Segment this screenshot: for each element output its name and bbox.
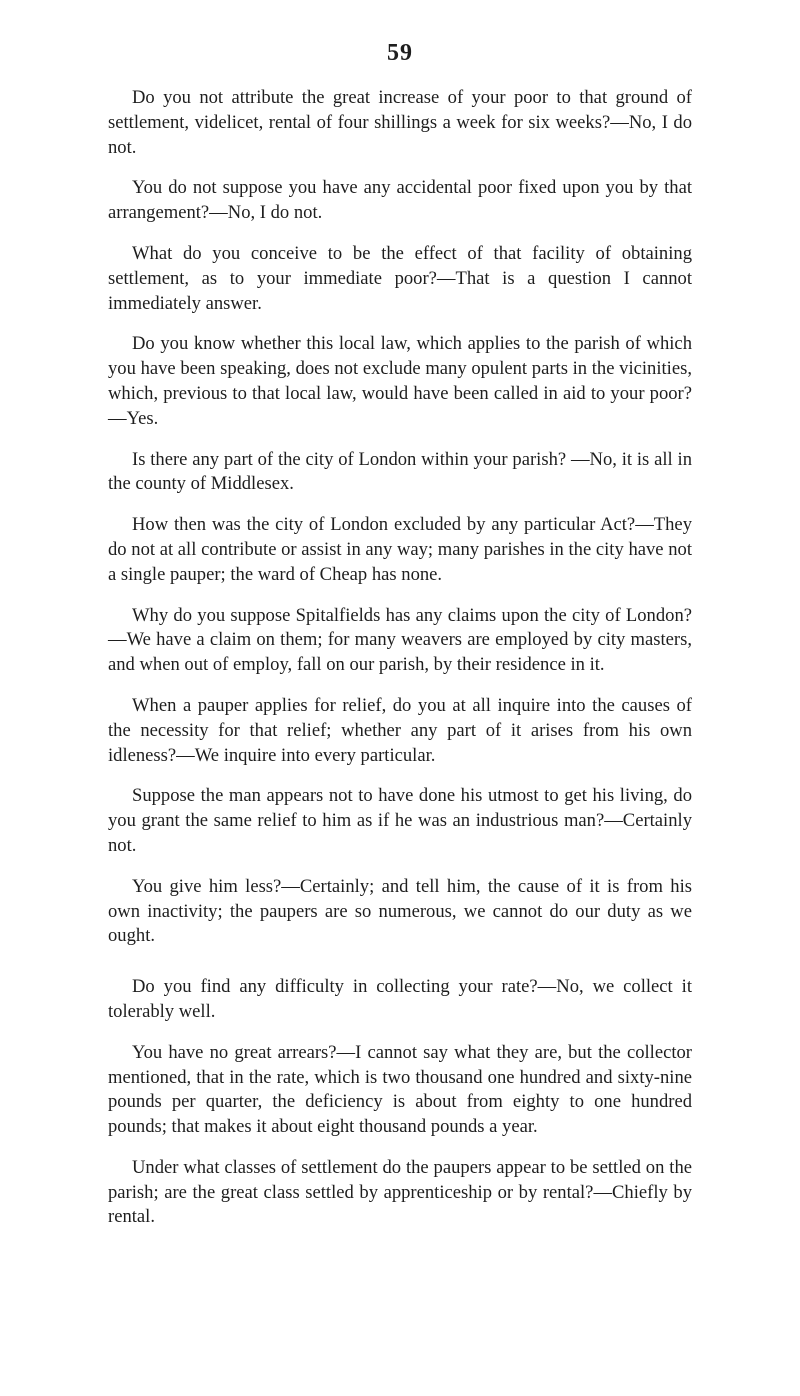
paragraph-5: Is there any part of the city of London within your parish? —No, it is all in the county of Middlesex. (108, 448, 692, 495)
paragraph-8: When a pauper applies for relief, do you at all inquire into the causes of the necessity for that relief; whether any part of it arises from his own idleness?—We inquire into every particular. (108, 694, 692, 766)
paragraph-7: Why do you suppose Spitalfields has any claims upon the city of London?—We have a claim on them; for many weavers are employed by city masters, and when out of employ, fall on our parish, by their residence in it. (108, 604, 692, 676)
paragraph-9: Suppose the man appears not to have done his utmost to get his living, do you grant the same relief to him as if he was an industrious man?—Certainly not. (108, 785, 692, 856)
paragraph-6: How then was the city of London excluded by any particular Act?—They do not at all contribute or assist in any way; many parishes in the city have not a single pauper; the ward of Cheap has none. (108, 514, 692, 585)
paragraph-2: You do not suppose you have any accidental poor fixed upon you by that arrangement?—No, I do not. (108, 177, 692, 224)
paragraph-4: Do you know whether this local law, which applies to the parish of which you have been speaking, does not exclude many opulent parts in the vicinities, which, previous to that local law, would have been called in aid to your poor?—Yes. (108, 333, 692, 429)
page-number: 59 (387, 40, 413, 66)
text-body (108, 86, 692, 1246)
paragraph-11: Do you find any difficulty in collecting your rate?—No, we collect it tolerably well. (108, 976, 692, 1022)
paragraph-3: What do you conceive to be the effect of that facility of obtaining settlement, as to your immediate poor?—That is a question I cannot immediately answer. (108, 242, 692, 314)
paragraph-12: You have no great arrears?—I cannot say what they are, but the collector mentioned, that in the rate, which is two thousand one hundred and sixty-nine pounds per quarter, the deficiency is about from eighty to one hundred pounds; that makes it about eight thousand pounds a year. (108, 1041, 692, 1138)
paragraph-10: You give him less?—Certainly; and tell him, the cause of it is from his own inactivity; the paupers are so numerous, we cannot do our duty as we ought. (108, 875, 692, 947)
paragraph-1: Do you not attribute the great increase of your poor to that ground of settlement, videlicet, rental of four shillings a week for six weeks?—No, I do not. (108, 87, 692, 158)
paragraph-13: Under what classes of settlement do the paupers appear to be settled on the parish; are the great class settled by apprenticeship or by rental?—Chiefly by rental. (108, 1156, 692, 1228)
